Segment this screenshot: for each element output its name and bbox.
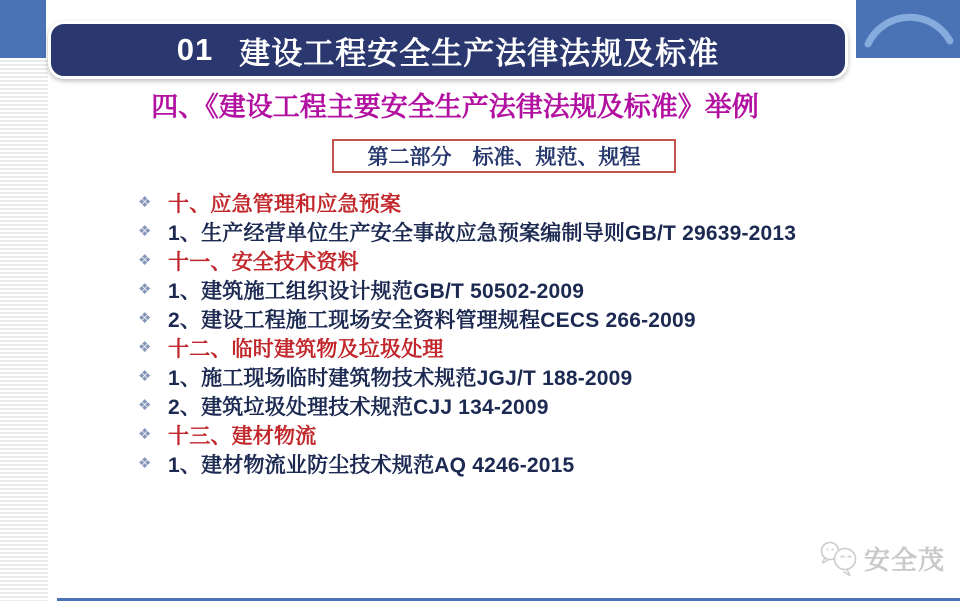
list-item (138, 275, 928, 304)
list-item-text: 十二、临时建筑物及垃圾处理 (168, 337, 444, 361)
chat-bubbles-icon (818, 538, 860, 578)
watermark-text: 安全茂 (864, 544, 946, 575)
diamond-bullet-icon: ❖ (138, 425, 152, 443)
section-part-box (332, 139, 676, 173)
slide-subtitle: 四、《建设工程主要安全生产法律法规及标准》举例 (151, 91, 759, 122)
list-item (138, 420, 928, 449)
list-item (138, 449, 928, 478)
top-right-blue-band (856, 0, 960, 58)
list-item-text: 2、建筑垃圾处理技术规范CJJ 134-2009 (168, 395, 549, 419)
list-item-text: 2、建设工程施工现场安全资料管理规程CECS 266-2009 (168, 308, 696, 332)
list-item (138, 333, 928, 362)
list-item-text: 十一、安全技术资料 (168, 250, 359, 274)
diamond-bullet-icon: ❖ (138, 193, 152, 211)
list-item-text: 1、建材物流业防尘技术规范AQ 4246-2015 (168, 453, 575, 477)
list-item (138, 246, 928, 275)
left-striped-margin (0, 58, 48, 601)
diamond-bullet-icon: ❖ (138, 396, 152, 414)
chapter-banner (48, 21, 848, 79)
diamond-bullet-icon: ❖ (138, 222, 152, 240)
list-item (138, 188, 928, 217)
section-part-label: 第二部分 标准、规范、规程 (367, 146, 641, 169)
top-left-blue-band (0, 0, 46, 58)
list-item (138, 362, 928, 391)
chapter-number: 01 (176, 32, 214, 67)
list-item (138, 217, 928, 246)
chapter-title: 建设工程安全生产法律法规及标准 (239, 35, 720, 71)
list-item-text: 1、建筑施工组织设计规范GB/T 50502-2009 (168, 279, 585, 303)
list-item-text: 1、施工现场临时建筑物技术规范JGJ/T 188-2009 (168, 366, 633, 390)
list-item (138, 391, 928, 420)
diamond-bullet-icon: ❖ (138, 309, 152, 327)
regulation-list (138, 188, 928, 478)
crescent-arc-icon (856, 0, 960, 58)
list-item (138, 304, 928, 333)
diamond-bullet-icon: ❖ (138, 338, 152, 356)
diamond-bullet-icon: ❖ (138, 280, 152, 298)
list-item-text: 十、应急管理和应急预案 (168, 192, 402, 216)
list-item-text: 十三、建材物流 (168, 424, 317, 448)
list-item-text: 1、生产经营单位生产安全事故应急预案编制导则GB/T 29639-2013 (168, 221, 797, 245)
diamond-bullet-icon: ❖ (138, 251, 152, 269)
diamond-bullet-icon: ❖ (138, 367, 152, 385)
watermark-logo (818, 538, 945, 578)
diamond-bullet-icon: ❖ (138, 454, 152, 472)
